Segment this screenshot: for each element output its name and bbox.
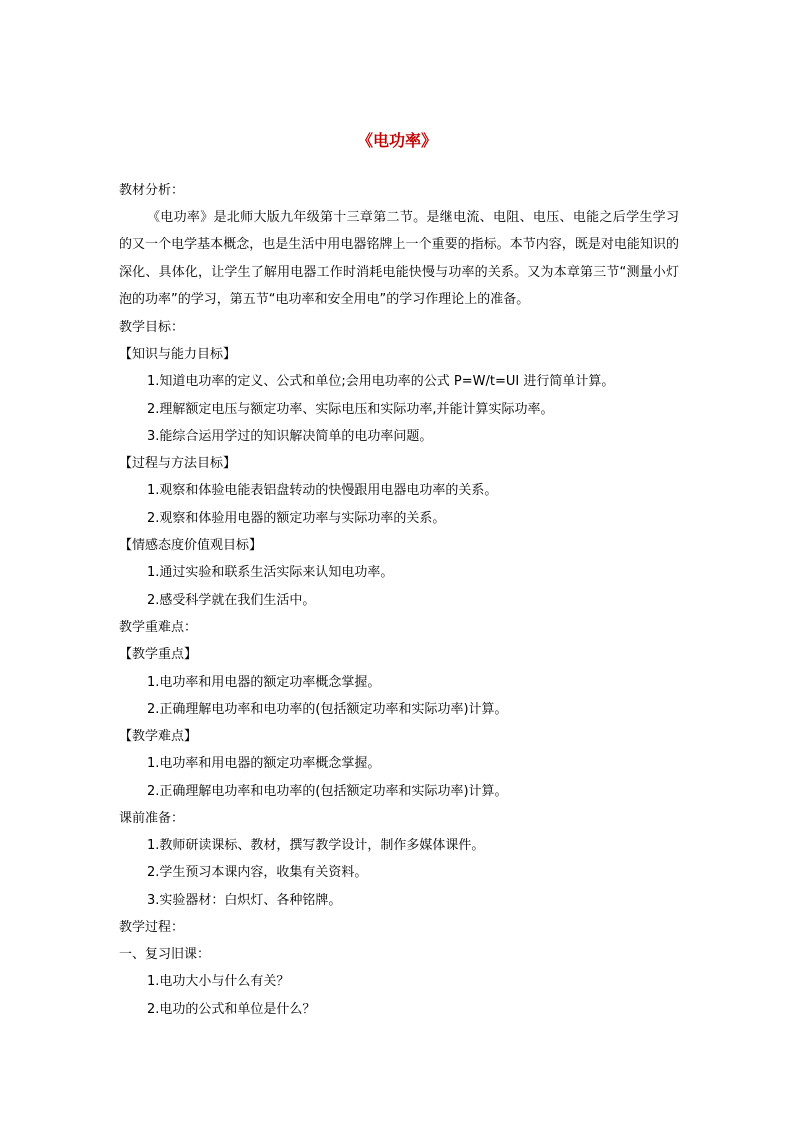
review-item-2: 2.电功的公式和单位是什么？: [147, 1002, 316, 1017]
difficult-item-2: 2.正确理解电功率和电功率的(包括额定功率和实际功率)计算。: [147, 784, 508, 799]
review-heading: 一、复习旧课：: [119, 947, 211, 962]
teaching-process-heading: 教学过程：: [119, 920, 185, 935]
process-heading: 【过程与方法目标】: [119, 456, 237, 471]
document-title: 《电功率》: [356, 131, 437, 150]
process-item-1: 1.观察和体验电能表铝盘转动的快慢跟用电器电功率的关系。: [147, 483, 498, 498]
knowledge-item-1: 1.知道电功率的定义、公式和单位;会用电功率的公式 P=W/t=UI 进行简单计算。: [147, 374, 615, 389]
key-difficult-heading: 教学重难点：: [119, 620, 198, 635]
knowledge-item-3: 3.能综合运用学过的知识解决简单的电功率问题。: [147, 429, 433, 444]
emotion-heading: 【情感态度价值观目标】: [119, 538, 263, 553]
process-item-2: 2.观察和体验用电器的额定功率与实际功率的关系。: [147, 511, 446, 526]
emotion-item-1: 1.通过实验和联系生活实际来认知电功率。: [147, 565, 394, 580]
knowledge-heading: 【知识与能力目标】: [119, 347, 237, 362]
difficult-heading: 【教学难点】: [119, 729, 198, 744]
key-item-1: 1.电功率和用电器的额定功率概念掌握。: [147, 675, 381, 690]
prep-item-2: 2.学生预习本课内容，收集有关资料。: [147, 865, 368, 880]
analysis-heading: 教材分析：: [119, 183, 185, 198]
difficult-item-1: 1.电功率和用电器的额定功率概念掌握。: [147, 756, 381, 771]
analysis-paragraph: 《电功率》是北师大版九年级第十三章第二节。是继电流、电阻、电压、电能之后学生学习的又一个电学基本概念，也是生活中用电器铭牌上一个重要的指标。本节内容，既是对电能知识的深化、具体化，让学生了解用电器工作时消耗电能快慢与功率的关系。又为本章第三节“测量小灯泡的功率”的学习，第五节“电功率和安全用电”的学习作理论上的准备。: [119, 210, 679, 307]
objectives-heading: 教学目标：: [119, 320, 185, 335]
prep-heading: 课前准备：: [119, 811, 185, 826]
emotion-item-2: 2.感受科学就在我们生活中。: [147, 593, 316, 608]
prep-item-1: 1.教师研读课标、教材，撰写教学设计，制作多媒体课件。: [147, 838, 485, 853]
knowledge-item-2: 2.理解额定电压与额定功率、实际电压和实际功率,并能计算实际功率。: [147, 402, 554, 417]
key-heading: 【教学重点】: [119, 647, 198, 662]
prep-item-3: 3.实验器材：白炽灯、各种铭牌。: [147, 893, 342, 908]
review-item-1: 1.电功大小与什么有关？: [147, 974, 290, 989]
key-item-2: 2.正确理解电功率和电功率的(包括额定功率和实际功率)计算。: [147, 702, 508, 717]
